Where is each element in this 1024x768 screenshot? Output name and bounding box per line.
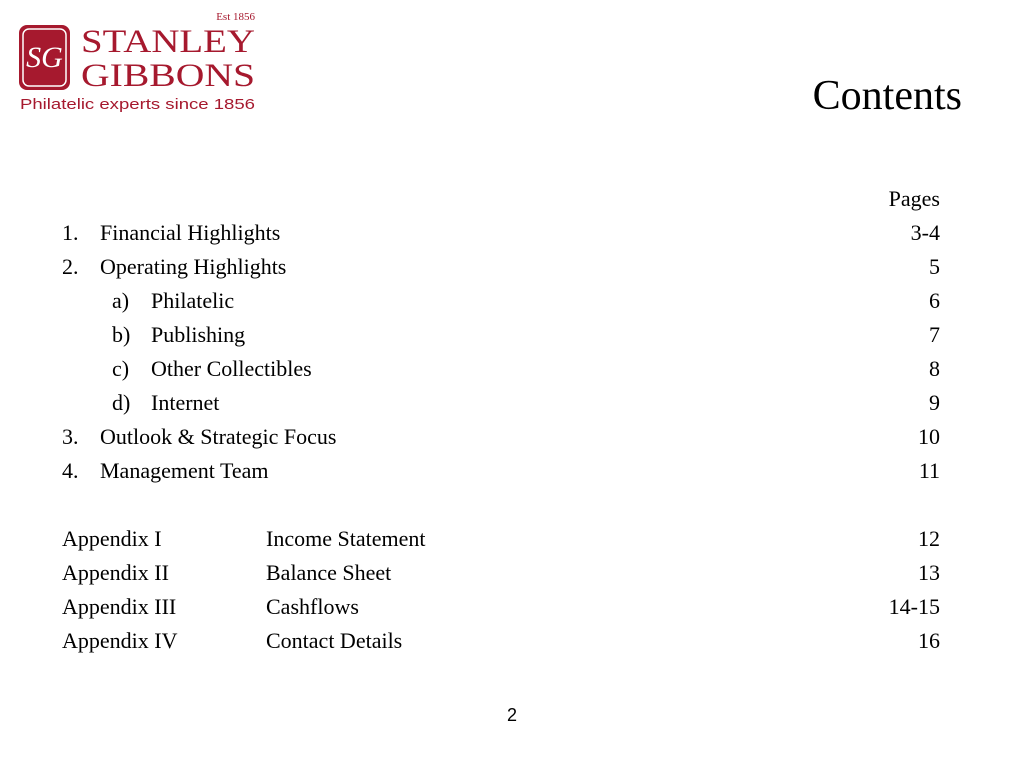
- section-spacer: [62, 488, 940, 522]
- toc-label: Financial Highlights: [100, 220, 281, 245]
- toc-number: a): [112, 288, 130, 313]
- pages-header: Pages: [888, 186, 940, 211]
- toc-pages: 7: [929, 322, 940, 347]
- table-of-contents: [62, 182, 940, 658]
- appendix-label: Contact Details: [266, 628, 403, 653]
- appendix-name: Appendix IV: [62, 628, 178, 653]
- toc-pages: 8: [929, 356, 940, 381]
- toc-number: 1.: [62, 220, 79, 245]
- toc-row-operating-highlights: [62, 250, 940, 284]
- toc-row-philatelic: [62, 284, 940, 318]
- appendix-pages: 16: [918, 628, 940, 653]
- toc-number: d): [112, 390, 131, 415]
- toc-number: b): [112, 322, 131, 347]
- stanley-gibbons-logo: [18, 10, 263, 115]
- logo-tagline: Philatelic experts since 1856: [20, 96, 255, 113]
- toc-pages: 9: [929, 390, 940, 415]
- toc-row-management-team: [62, 454, 940, 488]
- toc-number: 4.: [62, 458, 79, 483]
- monogram-letters: SG: [26, 41, 63, 74]
- appendix-row-cashflows: [62, 590, 940, 624]
- toc-number: 3.: [62, 424, 79, 449]
- toc-pages: 10: [918, 424, 940, 449]
- appendix-row-balance-sheet: [62, 556, 940, 590]
- toc-label: Other Collectibles: [151, 356, 312, 381]
- appendix-pages: 13: [918, 560, 940, 585]
- toc-row-outlook: [62, 420, 940, 454]
- toc-label: Outlook & Strategic Focus: [100, 424, 337, 449]
- toc-label: Internet: [151, 390, 220, 415]
- appendix-pages: 12: [918, 526, 940, 551]
- appendix-pages: 14-15: [888, 594, 940, 619]
- toc-label: Philatelic: [151, 288, 235, 313]
- appendix-row-contact-details: [62, 624, 940, 658]
- slide-page-number: 2: [506, 705, 517, 725]
- toc-row-internet: [62, 386, 940, 420]
- toc-pages: 6: [929, 288, 940, 313]
- toc-label: Management Team: [100, 458, 269, 483]
- pages-header-row: [62, 182, 940, 216]
- page-title: Contents: [812, 73, 962, 119]
- toc-row-financial-highlights: [62, 216, 940, 250]
- toc-pages: 11: [918, 458, 940, 483]
- toc-label: Publishing: [151, 322, 246, 347]
- logo-name-line2: GIBBONS: [81, 58, 255, 94]
- appendix-label: Balance Sheet: [266, 560, 392, 585]
- toc-row-other-collectibles: [62, 352, 940, 386]
- logo-graphic: [18, 10, 263, 115]
- logo-est: Est 1856: [216, 11, 255, 23]
- appendix-name: Appendix I: [62, 526, 162, 551]
- appendix-name: Appendix II: [62, 560, 169, 585]
- appendix-label: Income Statement: [266, 526, 426, 551]
- appendix-label: Cashflows: [266, 594, 359, 619]
- toc-label: Operating Highlights: [100, 254, 287, 279]
- toc-number: c): [112, 356, 130, 381]
- toc-number: 2.: [62, 254, 79, 279]
- appendix-row-income-statement: [62, 522, 940, 556]
- toc-pages: 5: [929, 254, 940, 279]
- appendix-name: Appendix III: [62, 594, 177, 619]
- toc-row-publishing: [62, 318, 940, 352]
- toc-pages: 3-4: [910, 220, 940, 245]
- logo-name-line1: STANLEY: [81, 24, 256, 60]
